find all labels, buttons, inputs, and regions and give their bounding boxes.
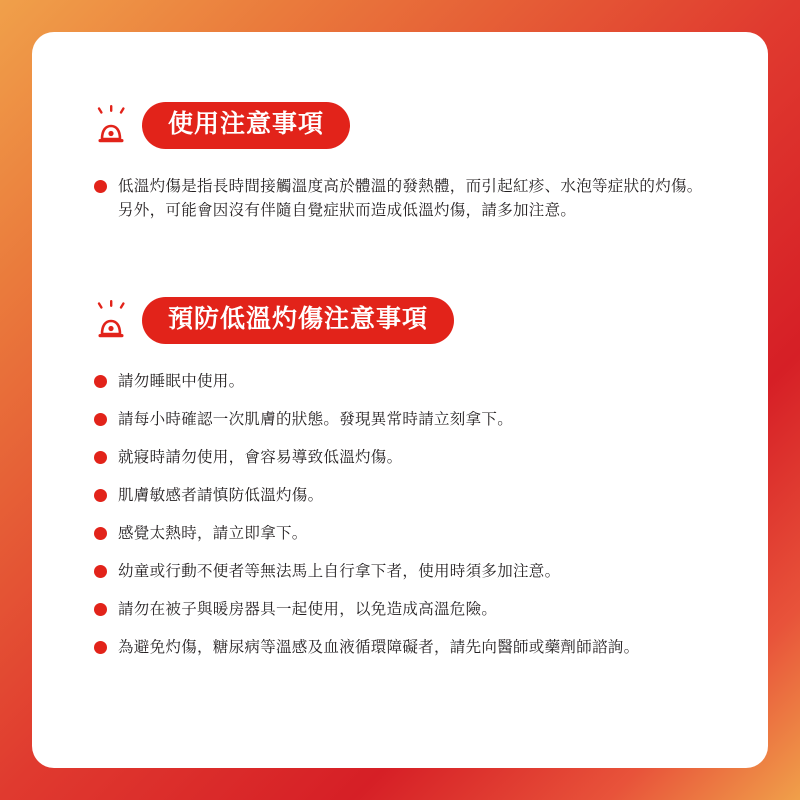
bullet-dot-icon [94,641,107,654]
bullet-dot-icon [94,375,107,388]
section-heading [94,102,706,149]
list-item-text: 請勿在被子與暖房器具一起使用，以免造成高溫危險。 [118,600,498,618]
list-item [94,175,706,223]
alarm-light-icon [94,105,128,145]
prevention-notes-list [94,370,706,660]
list-item-text: 肌膚敏感者請慎防低溫灼傷。 [118,486,324,504]
list-item-text: 幼童或行動不便者等無法馬上自行拿下者，使用時須多加注意。 [118,562,561,580]
section-title-pill: 預防低溫灼傷注意事項 [142,297,454,344]
list-item [94,636,706,660]
list-item-text: 為避免灼傷，糖尿病等溫感及血液循環障礙者，請先向醫師或藥劑師諮詢。 [118,638,640,656]
list-item [94,446,706,470]
section-usage-notes [94,102,706,223]
list-item-text: 感覺太熱時，請立即拿下。 [118,524,308,542]
bullet-dot-icon [94,603,107,616]
list-item-text: 低溫灼傷是指長時間接觸溫度高於體溫的發熱體，而引起紅疹、水泡等症狀的灼傷。另外，可能會因沒有伴隨自覺症狀而造成低溫灼傷，請多加注意。 [118,177,703,219]
section-prevention-notes [94,297,706,660]
bullet-dot-icon [94,180,107,193]
bullet-dot-icon [94,489,107,502]
list-item [94,370,706,394]
bullet-dot-icon [94,413,107,426]
list-item-text: 就寢時請勿使用，會容易導致低溫灼傷。 [118,448,403,466]
section-spacer [94,237,706,297]
list-item [94,560,706,584]
section-heading [94,297,706,344]
list-item-text: 請勿睡眠中使用。 [118,372,245,390]
list-item [94,598,706,622]
bullet-dot-icon [94,565,107,578]
list-item [94,484,706,508]
list-item [94,522,706,546]
alarm-light-icon [94,300,128,340]
bullet-dot-icon [94,527,107,540]
bullet-dot-icon [94,451,107,464]
list-item-text: 請每小時確認一次肌膚的狀態。發現異常時請立刻拿下。 [118,410,514,428]
usage-notes-list [94,175,706,223]
list-item [94,408,706,432]
content-card [32,32,768,768]
section-title-pill: 使用注意事項 [142,102,350,149]
